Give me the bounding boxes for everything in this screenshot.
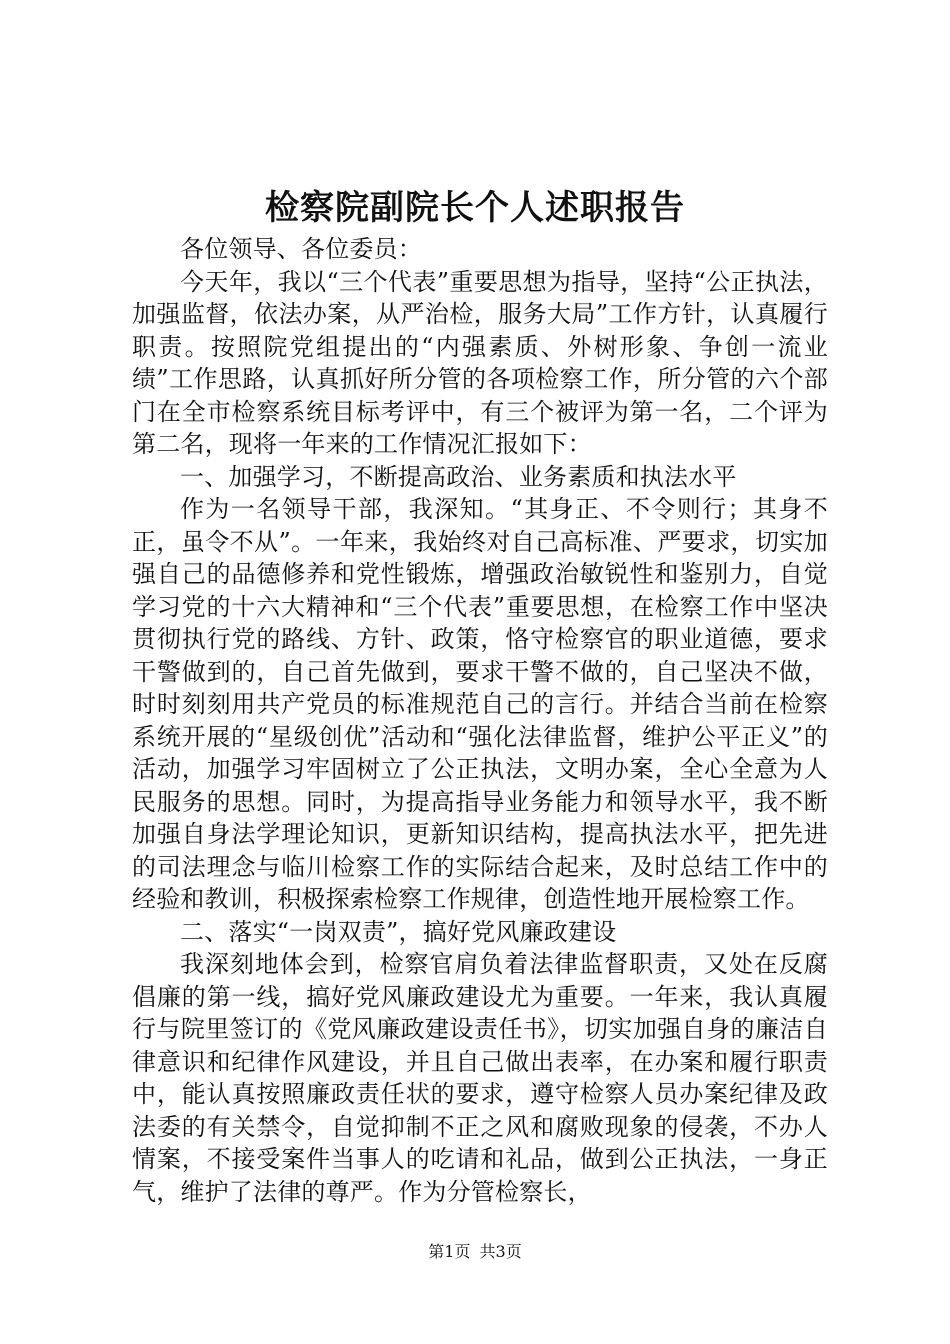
page-footer	[0, 1240, 950, 1264]
intro-paragraph: 今天年，我以“三个代表”重要思想为指导，坚持“公正执法，加强监督，依法办案，从严治检，服务大局”工作方针，认真履行职责。按照院党组提出的“内强素质、外树形象、争创一流业绩”工作思路，认真抓好所分管的各项检察工作，所分管的六个部门在全市检察系统目标考评中，有三个被评为第一名，二个评为第二名，现将一年来的工作情况汇报如下：	[132, 267, 828, 458]
page-number: 第1页	[428, 1242, 471, 1261]
section-heading-2: 二、落实“一岗双责”，搞好党风廉政建设	[180, 917, 617, 946]
section-1-paragraph: 作为一名领导干部，我深知。“其身正、不令则行；其身不正，虽令不从”。一年来，我始终对自己高标准、严要求，切实加强自己的品德修养和党性锻炼，增强政治敏锐性和鉴别力，自觉学习党的十六大精神和“三个代表”重要思想，在检察工作中坚决贯彻执行党的路线、方针、政策，恪守检察官的职业道德，要求干警做到的，自己首先做到，要求干警不做的，自己坚决不做，时时刻刻用共产党员的标准规范自己的言行。并结合当前在检察系统开展的“星级创优”活动和“强化法律监督，维护公平正义”的活动，加强学习牢固树立了公正执法，文明办案，全心全意为人民服务的思想。同时，为提高指导业务能力和领导水平，我不断加强自身法学理论知识，更新知识结构，提高执法水平，把先进的司法理念与临川检察工作的实际结合起来，及时总结工作中的经验和教训，积极探索检察工作规律，创造性地开展检察工作。	[132, 495, 828, 913]
section-heading-1: 一、加强学习，不断提高政治、业务素质和执法水平	[180, 462, 737, 491]
document-title: 检察院副院长个人述职报告	[265, 188, 685, 228]
section-2-paragraph: 我深刻地体会到，检察官肩负着法律监督职责，又处在反腐倡廉的第一线，搞好党风廉政建设尤为重要。一年来，我认真履行与院里签订的《党风廉政建设责任书》，切实加强自身的廉洁自律意识和纪律作风建设，并且自己做出表率，在办案和履行职责中，能认真按照廉政责任状的要求，遵守检察人员办案纪律及政法委的有关禁令，自觉抑制不正之风和腐败现象的侵袭，不办人情案，不接受案件当事人的吃请和礼品，做到公正执法，一身正气，维护了法律的尊严。作为分管检察长，	[132, 950, 828, 1206]
salutation-paragraph: 各位领导、各位委员：	[180, 235, 422, 263]
document-body	[132, 233, 828, 1208]
page-total: 共3页	[479, 1242, 522, 1261]
